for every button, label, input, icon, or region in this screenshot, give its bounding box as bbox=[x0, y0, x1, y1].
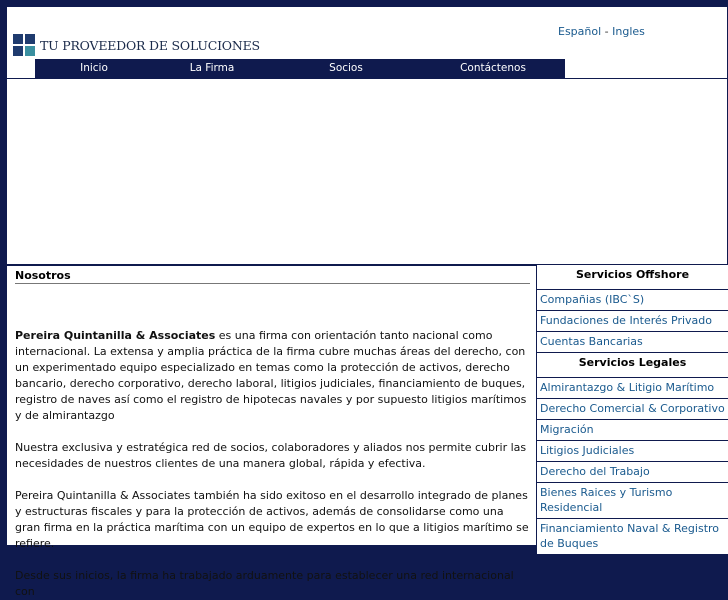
sidebar-item-companias[interactable]: Compañias (IBC`S) bbox=[537, 290, 728, 311]
sidebar-item-derecho-trabajo[interactable]: Derecho del Trabajo bbox=[537, 462, 728, 483]
firm-name: Pereira Quintanilla & Associates bbox=[15, 329, 216, 342]
services-sidebar bbox=[536, 265, 728, 555]
site-logo[interactable] bbox=[13, 33, 260, 57]
logo-mark-icon bbox=[13, 34, 35, 56]
sidebar-item-litigios-judiciales[interactable]: Litigios Judiciales bbox=[537, 441, 728, 462]
sidebar-item-cuentas-bancarias[interactable]: Cuentas Bancarias bbox=[537, 332, 728, 353]
legal-services-heading: Servicios Legales bbox=[537, 353, 728, 378]
sidebar-item-derecho-comercial[interactable]: Derecho Comercial & Corporativo bbox=[537, 399, 728, 420]
nav-item-la-firma[interactable]: La Firma bbox=[189, 62, 235, 74]
lang-ingles-link[interactable]: Ingles bbox=[612, 25, 645, 38]
sidebar-item-bienes-raices[interactable]: Bienes Raices y Turismo Residencial bbox=[537, 483, 728, 519]
sidebar-item-fundaciones[interactable]: Fundaciones de Interés Privado bbox=[537, 311, 728, 332]
page-title: Nosotros bbox=[15, 269, 530, 284]
sidebar-item-financiamiento-naval[interactable]: Financiamiento Naval & Registro de Buques bbox=[537, 519, 728, 555]
page bbox=[7, 7, 727, 598]
banner-area bbox=[7, 79, 727, 264]
sidebar-item-migracion[interactable]: Migración bbox=[537, 420, 728, 441]
logo-text: TU PROVEEDOR DE SOLUCIONES bbox=[40, 37, 260, 53]
main-nav bbox=[35, 59, 565, 78]
offshore-services-heading: Servicios Offshore bbox=[537, 265, 728, 290]
lang-separator: - bbox=[604, 25, 609, 38]
nav-item-socios[interactable]: Socios bbox=[329, 62, 363, 74]
paragraph-history: Desde sus inicios, la firma ha trabajado arduamente para establecer una red internacional con bbox=[15, 569, 514, 598]
nav-item-inicio[interactable]: Inicio bbox=[80, 62, 108, 74]
nav-item-contactenos[interactable]: Contáctenos bbox=[460, 62, 526, 74]
language-switcher bbox=[558, 25, 645, 38]
paragraph-intro-text: es una firma con orientación tanto nacional como internacional. La extensa y amplia práctica de la firma cubre muchas áreas del derecho, con un experimentado equipo especializado en temas como la protección de activos, derecho bancario, derecho corporativo, derecho laboral, litigios judiciales, financiamiento de buques, registro de naves así como el registro de hipotecas navales y por supuesto litigios marítimos y de almirantazgo bbox=[15, 329, 527, 422]
paragraph-intro bbox=[15, 328, 530, 424]
main-content bbox=[15, 269, 530, 600]
lang-espanol-link[interactable]: Español bbox=[558, 25, 602, 38]
paragraph-network: Nuestra exclusiva y estratégica red de socios, colaboradores y aliados nos permite cubrir las necesidades de nuestros clientes de una manera global, rápida y efectiva. bbox=[15, 441, 527, 470]
sidebar-item-almirantazgo[interactable]: Almirantazgo & Litigio Marítimo bbox=[537, 378, 728, 399]
paragraph-experience: Pereira Quintanilla & Associates también ha sido exitoso en el desarrollo integrado de planes y estructuras fiscales y para la protección de activos, además de consolidarse como una gran firma en la práctica marítima con un equipo de expertos en lo que a litigios marítimo se refiere. bbox=[15, 489, 529, 550]
